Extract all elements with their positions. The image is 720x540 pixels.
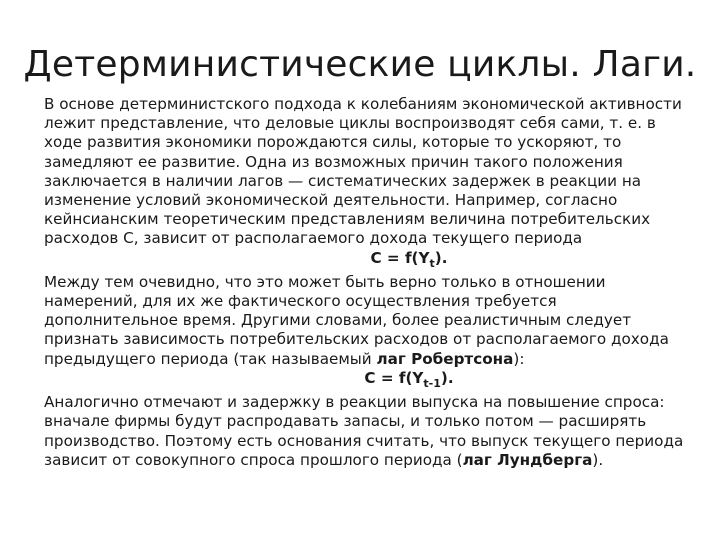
paragraph-end: ):	[513, 349, 525, 368]
paragraph-intro: В основе детерминистского подхода к колебаниям экономической активности лежит представление, что деловые циклы воспроизводят себя сами, т. е. в ходе развития экономики порождаются силы, которые то ускоряют, то замедляют ее развитие. Одна из возможных причин такого положения заключается в наличии лагов — систематических задержек в реакции на изменение условий экономической деятельности. Например, согласно кейнсианским теоретическим представлениям величина потребительских расходов С, зависит от располагаемого дохода текущего периода	[44, 95, 682, 248]
paragraph-end: ).	[592, 450, 604, 469]
term-lundberg-lag: лаг Лундберга	[462, 450, 593, 469]
term-robertson-lag: лаг Робертсона	[376, 349, 514, 368]
formula-prefix: C = f(Y	[364, 368, 424, 387]
formula-prefix: C = f(Y	[370, 248, 430, 267]
formula-subscript: t-1	[423, 376, 441, 390]
paragraph-text: Аналогично отмечают и задержку в реакции выпуска на повышение спроса: вначале фирмы будут распродавать запасы, и только потом — расширять производство. Поэтому есть основания считать, что выпуск текущего периода зависит от совокупного спроса прошлого периода (	[44, 393, 684, 469]
formula-suffix: ).	[434, 248, 448, 267]
formula-previous-income	[44, 369, 694, 393]
formula-suffix: ).	[440, 368, 454, 387]
paragraph-lundberg-lag	[44, 393, 694, 470]
slide-title: Детерминистические циклы. Лаги.	[23, 44, 697, 85]
paragraph-text: Между тем очевидно, что это может быть верно только в отношении намерений, для их же фактического осуществления требуется дополнительное время. Другими словами, более реалистичным следует признать зависимость потребительских расходов от располагаемого дохода предыдущего периода (так называемый	[44, 272, 669, 368]
formula-subscript: t	[429, 256, 435, 270]
paragraph-robertson-lag	[44, 273, 694, 369]
formula-current-income	[44, 249, 694, 273]
slide-body	[44, 95, 694, 470]
